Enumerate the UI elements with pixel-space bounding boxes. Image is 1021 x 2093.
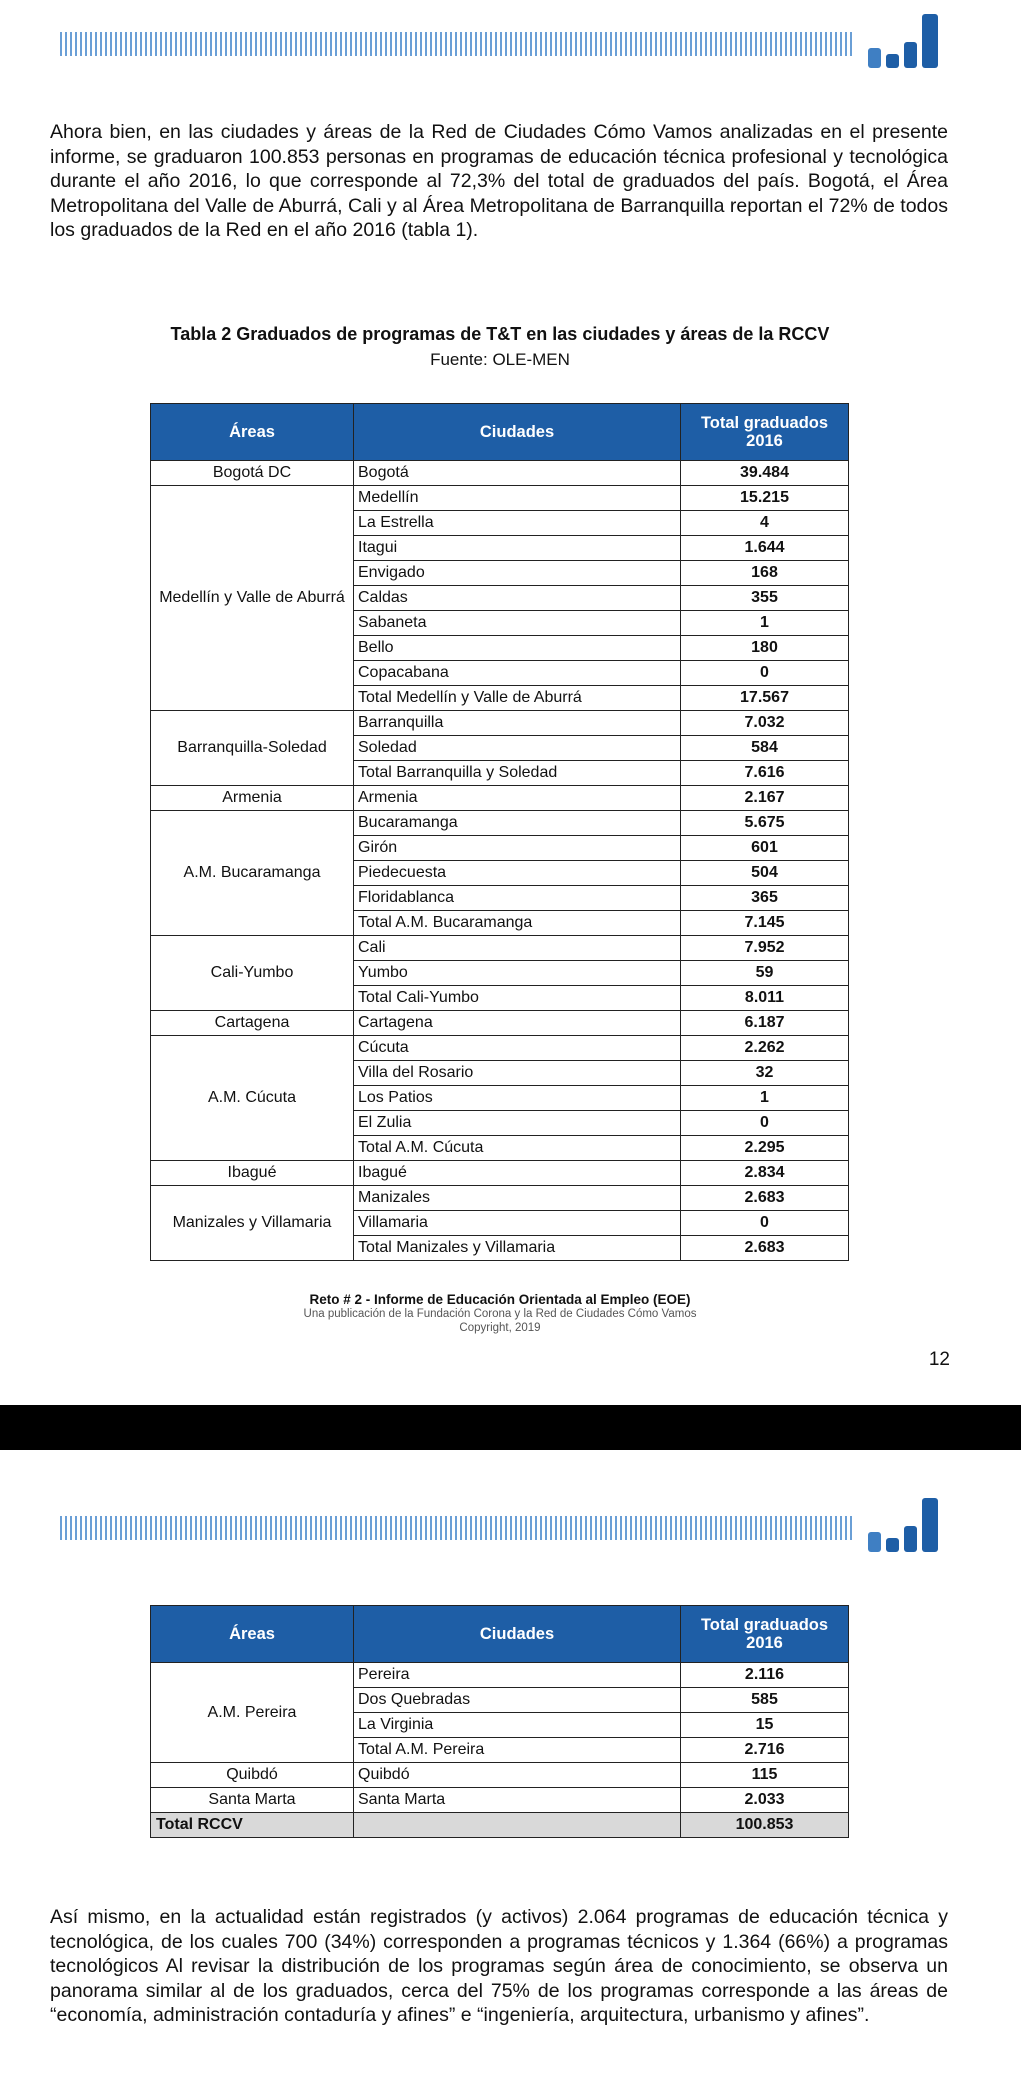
city-cell: Yumbo (354, 961, 681, 986)
graduates-value-cell: 5.675 (681, 811, 849, 836)
area-cell: Cartagena (151, 1011, 354, 1036)
city-cell: La Estrella (354, 511, 681, 536)
graduates-table-part1 (150, 403, 849, 1261)
graduates-value-cell: 4 (681, 511, 849, 536)
city-cell: Copacabana (354, 661, 681, 686)
city-cell: Barranquilla (354, 711, 681, 736)
graduates-value-cell: 2.683 (681, 1236, 849, 1261)
page-header-1 (60, 6, 950, 66)
city-cell: Total A.M. Pereira (354, 1738, 681, 1763)
graduates-value-cell: 7.952 (681, 936, 849, 961)
table-row (151, 461, 849, 486)
area-cell: Manizales y Villamaria (151, 1186, 354, 1261)
area-cell: Quibdó (151, 1763, 354, 1788)
graduates-value-cell: 168 (681, 561, 849, 586)
city-cell: Caldas (354, 586, 681, 611)
header-areas: Áreas (151, 1606, 354, 1663)
city-cell: Cartagena (354, 1011, 681, 1036)
graduates-value-cell: 1 (681, 1086, 849, 1111)
city-cell: Total A.M. Cúcuta (354, 1136, 681, 1161)
table-row (151, 811, 849, 836)
city-cell: Total A.M. Bucaramanga (354, 911, 681, 936)
city-cell: Soledad (354, 736, 681, 761)
city-cell: Sabaneta (354, 611, 681, 636)
city-cell: Bogotá (354, 461, 681, 486)
grand-total-city-cell (354, 1813, 681, 1838)
city-cell: Pereira (354, 1663, 681, 1688)
graduates-value-cell: 115 (681, 1763, 849, 1788)
city-cell: Piedecuesta (354, 861, 681, 886)
table-source: Fuente: OLE-MEN (430, 350, 570, 369)
city-cell: Villa del Rosario (354, 1061, 681, 1086)
table-row (151, 1788, 849, 1813)
city-cell: Dos Quebradas (354, 1688, 681, 1713)
city-cell: Total Barranquilla y Soledad (354, 761, 681, 786)
graduates-value-cell: 584 (681, 736, 849, 761)
table-row (151, 1161, 849, 1186)
grand-total-row (151, 1813, 849, 1838)
table-row (151, 1663, 849, 1688)
table-row (151, 1011, 849, 1036)
graduates-value-cell: 2.295 (681, 1136, 849, 1161)
footer-title: Reto # 2 - Informe de Educación Orientada al Empleo (EOE) (309, 1292, 691, 1307)
city-cell: La Virginia (354, 1713, 681, 1738)
bar-chart-logo-icon (868, 12, 948, 68)
city-cell: Total Manizales y Villamaria (354, 1236, 681, 1261)
graduates-value-cell: 365 (681, 886, 849, 911)
area-cell: Ibagué (151, 1161, 354, 1186)
city-cell: Los Patios (354, 1086, 681, 1111)
intro-paragraph: Ahora bien, en las ciudades y áreas de la Red de Ciudades Cómo Vamos analizadas en el presente informe, se graduaron 100.853 personas en programas de educación técnica profesional y tecnológica durante el año 2016, lo que corresponde al 72,3% del total de graduados del país. Bogotá, el Área Metropolitana del Valle de Aburrá, Cali y al Área Metropolitana de Barranquilla reportan el 72% de todos los graduados de la Red en el año 2016 (tabla 1). (50, 121, 948, 241)
city-cell: Envigado (354, 561, 681, 586)
city-cell: Quibdó (354, 1763, 681, 1788)
graduates-value-cell: 2.033 (681, 1788, 849, 1813)
graduates-value-cell: 601 (681, 836, 849, 861)
header-stripe-decoration (60, 1516, 855, 1540)
graduates-value-cell: 15.215 (681, 486, 849, 511)
page-separator (0, 1405, 1021, 1450)
area-cell: A.M. Pereira (151, 1663, 354, 1763)
area-cell: Medellín y Valle de Aburrá (151, 486, 354, 711)
document-page-2 (0, 1450, 1021, 2093)
city-cell: Villamaria (354, 1211, 681, 1236)
header-ciudades: Ciudades (354, 1606, 681, 1663)
city-cell: Total Medellín y Valle de Aburrá (354, 686, 681, 711)
closing-paragraph: Así mismo, en la actualidad están registrados (y activos) 2.064 programas de educación técnica y tecnológica, de los cuales 700 (34%) corresponden a programas técnicos y 1.364 (66%) a programas tecnológicos Al revisar la distribución de los programas según área de conocimiento, se observa un panorama similar al de los graduados, cerca del 75% de los programas corresponde a las áreas de “economía, administración contaduría y afines” e “ingeniería, arquitectura, urbanismo y afines”. (50, 1906, 948, 2026)
page-number: 12 (928, 1349, 950, 1370)
graduates-value-cell: 180 (681, 636, 849, 661)
table-title: Tabla 2 Graduados de programas de T&T en las ciudades y áreas de la RCCV (170, 324, 830, 344)
city-cell: Manizales (354, 1186, 681, 1211)
header-total: Total graduados 2016 (681, 404, 849, 461)
header-areas: Áreas (151, 404, 354, 461)
city-cell: Ibagué (354, 1161, 681, 1186)
graduates-value-cell: 2.683 (681, 1186, 849, 1211)
city-cell: Itagui (354, 536, 681, 561)
graduates-table-part2 (150, 1605, 849, 1838)
graduates-value-cell: 0 (681, 1111, 849, 1136)
graduates-value-cell: 2.262 (681, 1036, 849, 1061)
city-cell: Cali (354, 936, 681, 961)
graduates-value-cell: 0 (681, 661, 849, 686)
city-cell: Medellín (354, 486, 681, 511)
graduates-value-cell: 6.187 (681, 1011, 849, 1036)
area-cell: Cali-Yumbo (151, 936, 354, 1011)
city-cell: Armenia (354, 786, 681, 811)
table-row (151, 1036, 849, 1061)
graduates-value-cell: 2.834 (681, 1161, 849, 1186)
graduates-value-cell: 1 (681, 611, 849, 636)
city-cell: Cúcuta (354, 1036, 681, 1061)
graduates-value-cell: 8.011 (681, 986, 849, 1011)
graduates-value-cell: 15 (681, 1713, 849, 1738)
graduates-value-cell: 504 (681, 861, 849, 886)
city-cell: Bucaramanga (354, 811, 681, 836)
graduates-value-cell: 2.716 (681, 1738, 849, 1763)
grand-total-value: 100.853 (681, 1813, 849, 1838)
city-cell: Girón (354, 836, 681, 861)
graduates-value-cell: 39.484 (681, 461, 849, 486)
graduates-value-cell: 585 (681, 1688, 849, 1713)
table-row (151, 1763, 849, 1788)
area-cell: A.M. Bucaramanga (151, 811, 354, 936)
area-cell: Barranquilla-Soledad (151, 711, 354, 786)
header-stripe-decoration (60, 32, 855, 56)
graduates-value-cell: 355 (681, 586, 849, 611)
graduates-value-cell: 0 (681, 1211, 849, 1236)
city-cell: Floridablanca (354, 886, 681, 911)
city-cell: Bello (354, 636, 681, 661)
table-row (151, 936, 849, 961)
graduates-value-cell: 2.116 (681, 1663, 849, 1688)
graduates-value-cell: 1.644 (681, 536, 849, 561)
grand-total-label: Total RCCV (151, 1813, 354, 1838)
area-cell: Bogotá DC (151, 461, 354, 486)
footer-publication: Una publicación de la Fundación Corona y la Red de Ciudades Cómo Vamos (303, 1308, 697, 1320)
graduates-value-cell: 7.032 (681, 711, 849, 736)
table-row (151, 711, 849, 736)
graduates-value-cell: 17.567 (681, 686, 849, 711)
table-row (151, 786, 849, 811)
header-total: Total graduados 2016 (681, 1606, 849, 1663)
graduates-value-cell: 59 (681, 961, 849, 986)
area-cell: Armenia (151, 786, 354, 811)
graduates-value-cell: 7.616 (681, 761, 849, 786)
header-ciudades: Ciudades (354, 404, 681, 461)
table-row (151, 486, 849, 511)
city-cell: Santa Marta (354, 1788, 681, 1813)
graduates-value-cell: 7.145 (681, 911, 849, 936)
city-cell: Total Cali-Yumbo (354, 986, 681, 1011)
area-cell: A.M. Cúcuta (151, 1036, 354, 1161)
bar-chart-logo-icon (868, 1496, 948, 1552)
footer-copyright: Copyright, 2019 (459, 1322, 541, 1334)
page-header-2 (60, 1490, 950, 1550)
city-cell: El Zulia (354, 1111, 681, 1136)
table-row (151, 1186, 849, 1211)
page-footer (0, 1292, 1000, 1335)
graduates-value-cell: 32 (681, 1061, 849, 1086)
area-cell: Santa Marta (151, 1788, 354, 1813)
graduates-value-cell: 2.167 (681, 786, 849, 811)
